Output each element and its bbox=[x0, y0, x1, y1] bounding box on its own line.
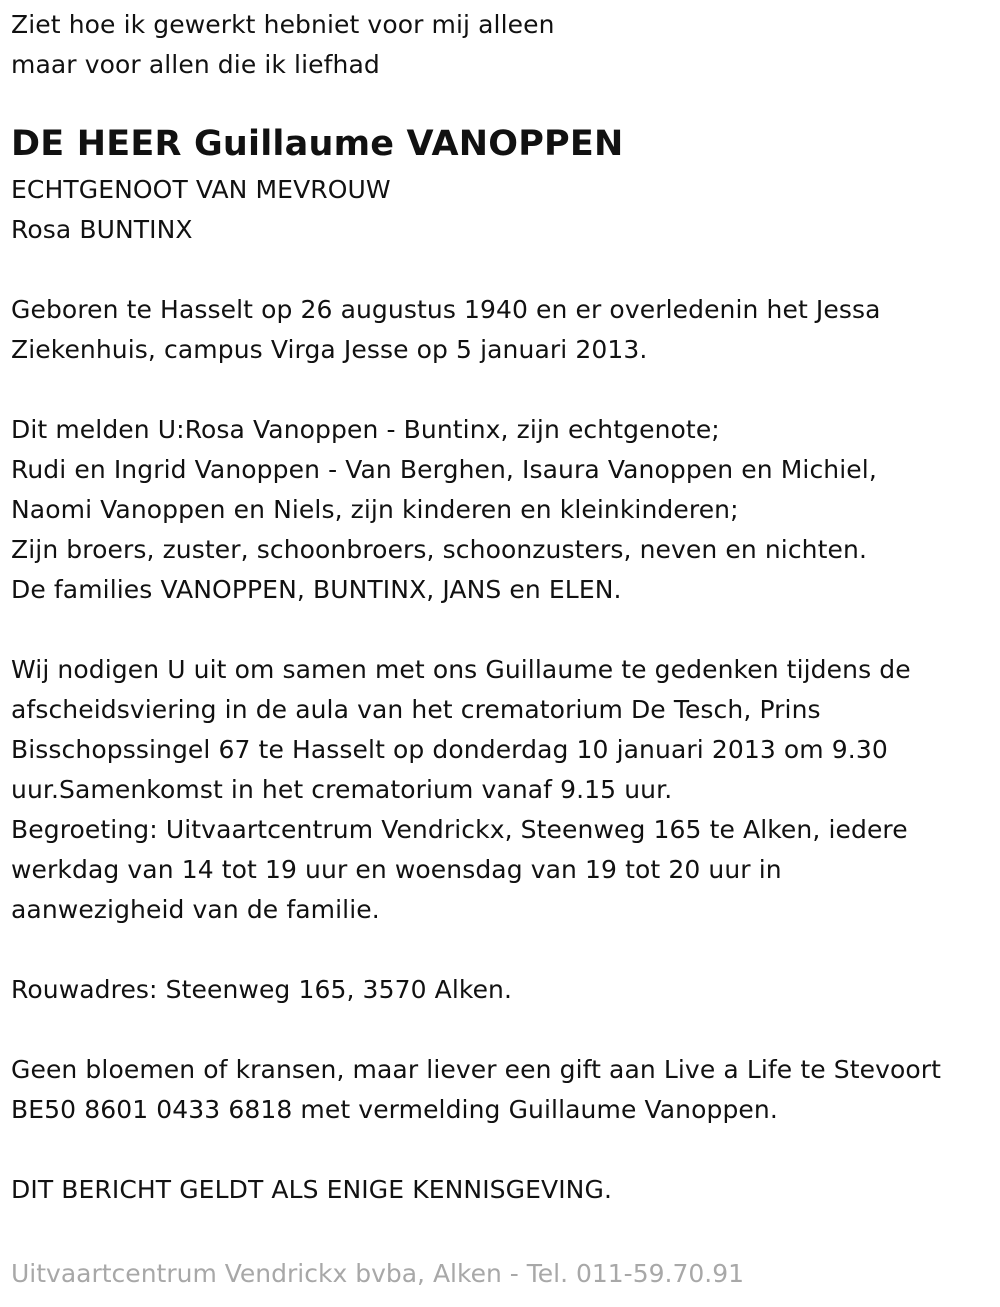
paragraph-line: Begroeting: Uitvaartcentrum Vendrickx, Steenweg 165 te Alken, iedere bbox=[11, 815, 908, 844]
flowers-paragraph bbox=[11, 1050, 996, 1130]
motto-quote bbox=[11, 5, 996, 85]
paragraph-line: Geen bloemen of kransen, maar liever een gift aan Live a Life te Stevoort bbox=[11, 1055, 942, 1084]
paragraph-line: Geboren te Hasselt op 26 augustus 1940 en er overledenin het Jessa bbox=[11, 295, 881, 324]
paragraph-line: aanwezigheid van de familie. bbox=[11, 895, 380, 924]
paragraph-line: werkdag van 14 tot 19 uur en woensdag van 19 tot 20 uur in bbox=[11, 855, 782, 884]
spacer bbox=[11, 610, 996, 650]
relation-line: ECHTGENOOT VAN MEVROUW bbox=[11, 175, 391, 204]
motto-line: Ziet hoe ik gewerkt hebniet voor mij alleen bbox=[11, 10, 555, 39]
funeral-home-footer: Uitvaartcentrum Vendrickx bvba, Alken - Tel. 011-59.70.91 bbox=[11, 1259, 745, 1288]
paragraph-line: uur.Samenkomst in het crematorium vanaf 9.15 uur. bbox=[11, 775, 673, 804]
spacer bbox=[11, 1130, 996, 1170]
mourning-address: Rouwadres: Steenweg 165, 3570 Alken. bbox=[11, 975, 513, 1004]
motto-line: maar voor allen die ik liefhad bbox=[11, 50, 380, 79]
spacer bbox=[11, 930, 996, 970]
birth-death-paragraph bbox=[11, 290, 996, 370]
paragraph-line: Bisschopssingel 67 te Hasselt op donderdag 10 januari 2013 om 9.30 bbox=[11, 735, 888, 764]
paragraph-line: afscheidsviering in de aula van het crematorium De Tesch, Prins bbox=[11, 695, 821, 724]
obituary-notice bbox=[11, 0, 996, 1210]
family-paragraph bbox=[11, 410, 996, 610]
spacer bbox=[11, 370, 996, 410]
paragraph-line: Wij nodigen U uit om samen met ons Guillaume te gedenken tijdens de bbox=[11, 655, 911, 684]
spacer bbox=[11, 1010, 996, 1050]
ceremony-paragraph bbox=[11, 650, 996, 930]
deceased-name: DE HEER Guillaume VANOPPEN bbox=[11, 124, 624, 164]
notice-statement: DIT BERICHT GELDT ALS ENIGE KENNISGEVING. bbox=[11, 1175, 612, 1204]
spouse-name: Rosa BUNTINX bbox=[11, 215, 193, 244]
paragraph-line: Naomi Vanoppen en Niels, zijn kinderen en kleinkinderen; bbox=[11, 495, 739, 524]
paragraph-line: De families VANOPPEN, BUNTINX, JANS en ELEN. bbox=[11, 575, 622, 604]
paragraph-line: Ziekenhuis, campus Virga Jesse op 5 januari 2013. bbox=[11, 335, 648, 364]
paragraph-line: BE50 8601 0433 6818 met vermelding Guillaume Vanoppen. bbox=[11, 1095, 778, 1124]
paragraph-line: Zijn broers, zuster, schoonbroers, schoonzusters, neven en nichten. bbox=[11, 535, 867, 564]
paragraph-line: Dit melden U:Rosa Vanoppen - Buntinx, zijn echtgenote; bbox=[11, 415, 720, 444]
paragraph-line: Rudi en Ingrid Vanoppen - Van Berghen, Isaura Vanoppen en Michiel, bbox=[11, 455, 877, 484]
spacer bbox=[11, 250, 996, 290]
